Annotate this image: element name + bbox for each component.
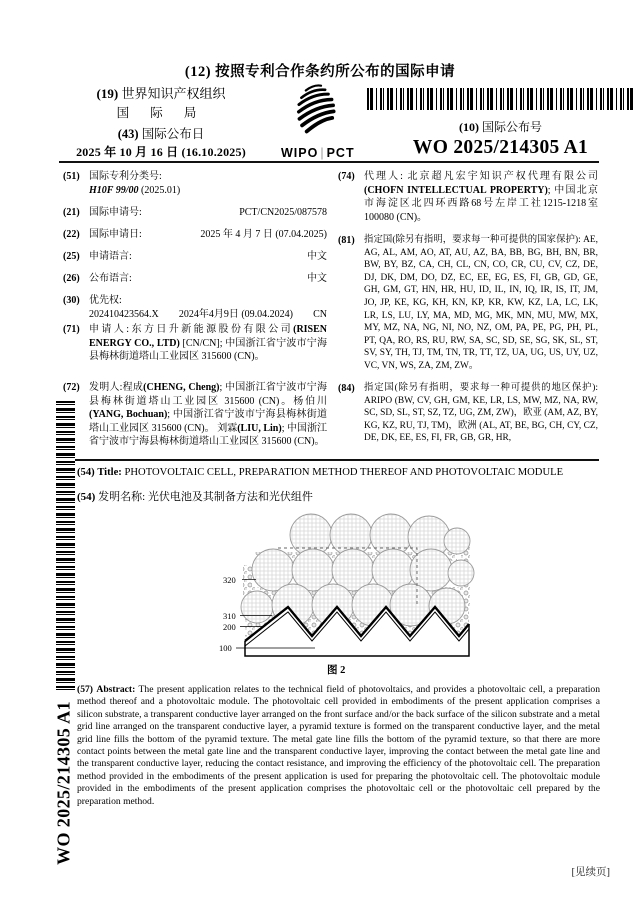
pub-date-label-line bbox=[52, 125, 270, 143]
publication-language: 中文 bbox=[307, 273, 327, 284]
ipc-class: H10F 99/00 bbox=[89, 184, 139, 196]
designated-states bbox=[364, 234, 598, 373]
field-21-num: (21) bbox=[63, 207, 80, 218]
agent-name-en: (CHOFN INTELLECTUAL PROPERTY) bbox=[364, 184, 548, 196]
logo-pct-text: PCT bbox=[326, 146, 355, 160]
field-26-label: 公布语言: bbox=[89, 273, 132, 284]
wipo-globe-icon bbox=[285, 83, 343, 139]
header-right-block bbox=[365, 88, 636, 159]
field-51-content bbox=[89, 170, 327, 197]
barcode-horizontal bbox=[367, 88, 635, 110]
agent bbox=[364, 170, 598, 224]
field-51-num: (51) bbox=[63, 171, 80, 182]
logo-separator: | bbox=[320, 146, 325, 160]
title-en-label: Title: bbox=[97, 467, 122, 478]
inventor-1-en: (CHENG, Cheng) bbox=[143, 382, 220, 393]
abstract-block bbox=[77, 684, 600, 808]
field-81-num: (81) bbox=[338, 235, 355, 246]
agent-name-cn: 北京超凡宏宇知识产权代理有限公司 bbox=[407, 171, 599, 182]
priority-app-no: 202410423564.X bbox=[89, 308, 159, 320]
title-cn-label: 发明名称: bbox=[98, 491, 146, 503]
field-71-label: 申请人: bbox=[89, 324, 130, 335]
field-81 bbox=[338, 234, 598, 373]
horizontal-rule-top bbox=[59, 161, 599, 163]
field-51-label: 国际专利分类号: bbox=[89, 171, 162, 182]
field-22-label: 国际申请日: bbox=[89, 229, 142, 240]
field-num-43: (43) bbox=[117, 127, 139, 141]
wipo-pct-wordmark bbox=[281, 146, 355, 160]
priority-country: CN bbox=[313, 308, 327, 320]
abstract-label: Abstract: bbox=[96, 684, 136, 695]
inventor-3-en: (LIU, Lin) bbox=[237, 422, 282, 434]
field-84 bbox=[338, 382, 598, 445]
wipo-logo-block bbox=[281, 83, 355, 160]
inventor-2-name: 杨伯川 bbox=[293, 395, 328, 407]
title-english: PHOTOVOLTAIC CELL, PREPARATION METHOD THEREOF AND PHOTOVOLTAIC MODULE bbox=[124, 467, 564, 478]
title-chinese: 光伏电池及其制备方法和光伏组件 bbox=[147, 491, 313, 503]
field-81-label: 指定国(除另有指明，要求每一种可提供的国家保护): bbox=[364, 235, 584, 245]
field-21-label: 国际申请号: bbox=[89, 207, 142, 218]
field-84-label: 指定国(除另有指明，要求每一种可提供的地区保护): bbox=[364, 383, 598, 393]
field-30-content bbox=[89, 294, 327, 321]
field-72 bbox=[63, 381, 327, 449]
continuation-note: [见续页] bbox=[571, 867, 610, 878]
designated-states-list: AE, AG, AL, AM, AO, AT, AU, AZ, BA, BB, BG, BH, BN, BR, BW, BY, BZ, CA, CH, CL, CN, CO, CR, CU, CV, CZ, DE, DJ, DK, DM, DO, DZ, EC, EE, EG, ES, FI, GB, GD, GE, GH, GM, GT, HN, HR, HU, ID, IL, IN, IQ, IR, IS, IT, JM, JO, JP, KE, KG, KH, KN, KP, KR, KW, KZ, LA, LC, LK, LR, LS, LU, LY, MA, MD, MG, MK, MN, MU, MW, MX, MY, MZ, NA, NG, NI, NO, NZ, OM, PA, PE, PG, PH, PL, PT, QA, RO, RS, RU, RW, SA, SC, SD, SE, SG, SK, SL, ST, SV, SY, TH, TJ, TM, TN, TR, TT, TZ, UA, UG, US, UY, UZ, VC, VN, WS, ZA, ZM, ZW。 bbox=[364, 235, 598, 371]
field-num-19: (19) bbox=[96, 86, 119, 101]
priority-line bbox=[89, 308, 327, 322]
filing-language: 中文 bbox=[307, 251, 327, 262]
label-200: 200 bbox=[223, 622, 236, 632]
field-54-num-en: (54) bbox=[77, 467, 95, 478]
field-30-label: 优先权: bbox=[89, 295, 122, 306]
figure-2 bbox=[215, 510, 480, 678]
field-25-num: (25) bbox=[63, 251, 80, 262]
inventor-3-name: 刘霖 bbox=[217, 422, 238, 434]
inventor-2-en: (YANG, Bochuan) bbox=[89, 409, 168, 420]
publication-type-line: (12) 按照专利合作条约所公布的国际申请 bbox=[184, 64, 456, 80]
org-name: 世界知识产权组织 bbox=[121, 86, 226, 101]
field-57-num: (57) bbox=[77, 684, 93, 695]
title-block bbox=[77, 466, 599, 504]
publication-number: WO 2025/214305 A1 bbox=[412, 137, 589, 158]
priority-date: 2024年4月9日 (09.04.2024) bbox=[178, 308, 293, 320]
field-71 bbox=[63, 323, 327, 364]
field-25-label: 申请语言: bbox=[89, 251, 132, 262]
field-74 bbox=[338, 170, 598, 224]
field-26-num: (26) bbox=[63, 273, 80, 284]
applicant bbox=[89, 323, 327, 364]
field-74-num: (74) bbox=[338, 171, 355, 182]
label-100: 100 bbox=[219, 643, 232, 653]
designated-regions-list: ARIPO (BW, CV, GH, GM, KE, LR, LS, MW, MZ, NA, RW, SC, SD, SL, ST, SZ, TZ, UG, ZM, ZW)，欧亚 (AM, AZ, BY, KG, KZ, RU, TJ, TM)，欧洲 (AL, AT, BE, BG, CH, CY, CZ, DE, DK, EE, ES, FI, FR, GB, GR, HR, bbox=[364, 395, 598, 444]
field-84-num: (84) bbox=[338, 383, 355, 394]
inventor-1-address: ; 中国浙江省宁波市宁海县梅林街道塔山工业园区 315600 (CN)。 bbox=[89, 382, 328, 407]
application-number: PCT/CN2025/087578 bbox=[239, 207, 327, 218]
paste-spheres bbox=[241, 514, 474, 626]
field-25 bbox=[63, 250, 327, 264]
filing-date: 2025 年 4 月 7 日 (07.04.2025) bbox=[200, 229, 327, 240]
field-26 bbox=[63, 272, 327, 286]
pub-date-label: 国际公布日 bbox=[141, 127, 205, 141]
label-310: 310 bbox=[223, 611, 236, 621]
pub-no-label: 国际公布号 bbox=[481, 120, 542, 134]
field-21 bbox=[63, 206, 327, 220]
pub-no-label-line bbox=[365, 118, 636, 135]
abstract-text: The present application relates to the technical field of photovoltaics, and provides a photovoltaic cell, a preparation method thereof and a photovoltaic module. The photovoltaic cell provided in embodiments of the present application comprises a silicon substrate, a transparent conductive layer arranged on the front surface and/or the back surface of the silicon substrate and a metal grid line arranged on the transparent conductive layer, a pyramid texture is formed on the transparent conductive layer, and the metal grid line fills the bottom of the pyramid texture. The metal gate line fills the bottom of the pyramid texture, so that there are more contact points between the metal gate line and the transparent conductive layer, improving the contact between the metal gate line and the transparent conductive layer, reducing the contact resistance, and improving the efficiency of the photovoltaic cell. The preparation method provided in the embodiments of the present application is used for preparing the photovoltaic cell. The photovoltaic module provided in the embodiments of the present application comprises the photovoltaic cell or the photovoltaic cell prepared by the preparation method. bbox=[77, 684, 600, 807]
field-22 bbox=[63, 228, 327, 242]
org-line bbox=[52, 85, 270, 103]
title-english-line bbox=[77, 466, 599, 480]
applicant-name-en: (RISEN ENERGY CO., LTD) bbox=[89, 324, 328, 349]
header-left-block bbox=[52, 85, 270, 161]
inventor-1-name: 程成 bbox=[122, 382, 144, 393]
horizontal-rule-title bbox=[59, 459, 599, 461]
logo-wipo-text: WIPO bbox=[281, 146, 319, 160]
field-54-num-cn: (54) bbox=[77, 491, 96, 503]
field-num-10: (10) bbox=[458, 120, 479, 134]
designated-regions bbox=[364, 382, 598, 445]
ipc-version: (2025.01) bbox=[138, 184, 181, 196]
field-30-num: (30) bbox=[63, 295, 80, 306]
org-bureau: 国 际 局 bbox=[116, 106, 206, 120]
applicant-name-cn: 东方日升新能源股份有限公司 bbox=[129, 324, 294, 335]
field-74-label: 代理人: bbox=[364, 171, 403, 182]
field-71-num: (71) bbox=[63, 324, 80, 335]
field-72-label: 发明人: bbox=[89, 382, 123, 393]
title-chinese-line bbox=[77, 488, 599, 504]
barcode-vertical bbox=[56, 401, 75, 690]
label-320: 320 bbox=[223, 575, 236, 585]
field-51 bbox=[63, 170, 327, 197]
agent-address: ; 中国北京市海淀区北四环西路68号左岸工社1215-1218室 100080 (CN)。 bbox=[364, 184, 598, 223]
applicant-address: [CN/CN]; 中国浙江省宁波市宁海县梅林街道塔山工业园区 315600 (CN)。 bbox=[89, 337, 328, 362]
figure-2-drawing bbox=[215, 510, 480, 678]
inventor-3-address: ; 中国浙江省宁波市宁海县梅林街道塔山工业园区 315600 (CN)。 bbox=[89, 422, 328, 447]
field-22-num: (22) bbox=[63, 229, 80, 240]
sidebar-publication-number: WO 2025/214305 A1 bbox=[53, 701, 74, 865]
inventors bbox=[89, 381, 327, 449]
field-30 bbox=[63, 294, 327, 321]
pub-date: 2025 年 10 月 16 日 (16.10.2025) bbox=[76, 145, 246, 159]
inventor-2-address: ; 中国浙江省宁波市宁海县梅林街道塔山工业园区 315600 (CN)。 bbox=[89, 409, 327, 434]
field-72-num: (72) bbox=[63, 382, 80, 393]
figure-caption: 图 2 bbox=[327, 665, 346, 676]
